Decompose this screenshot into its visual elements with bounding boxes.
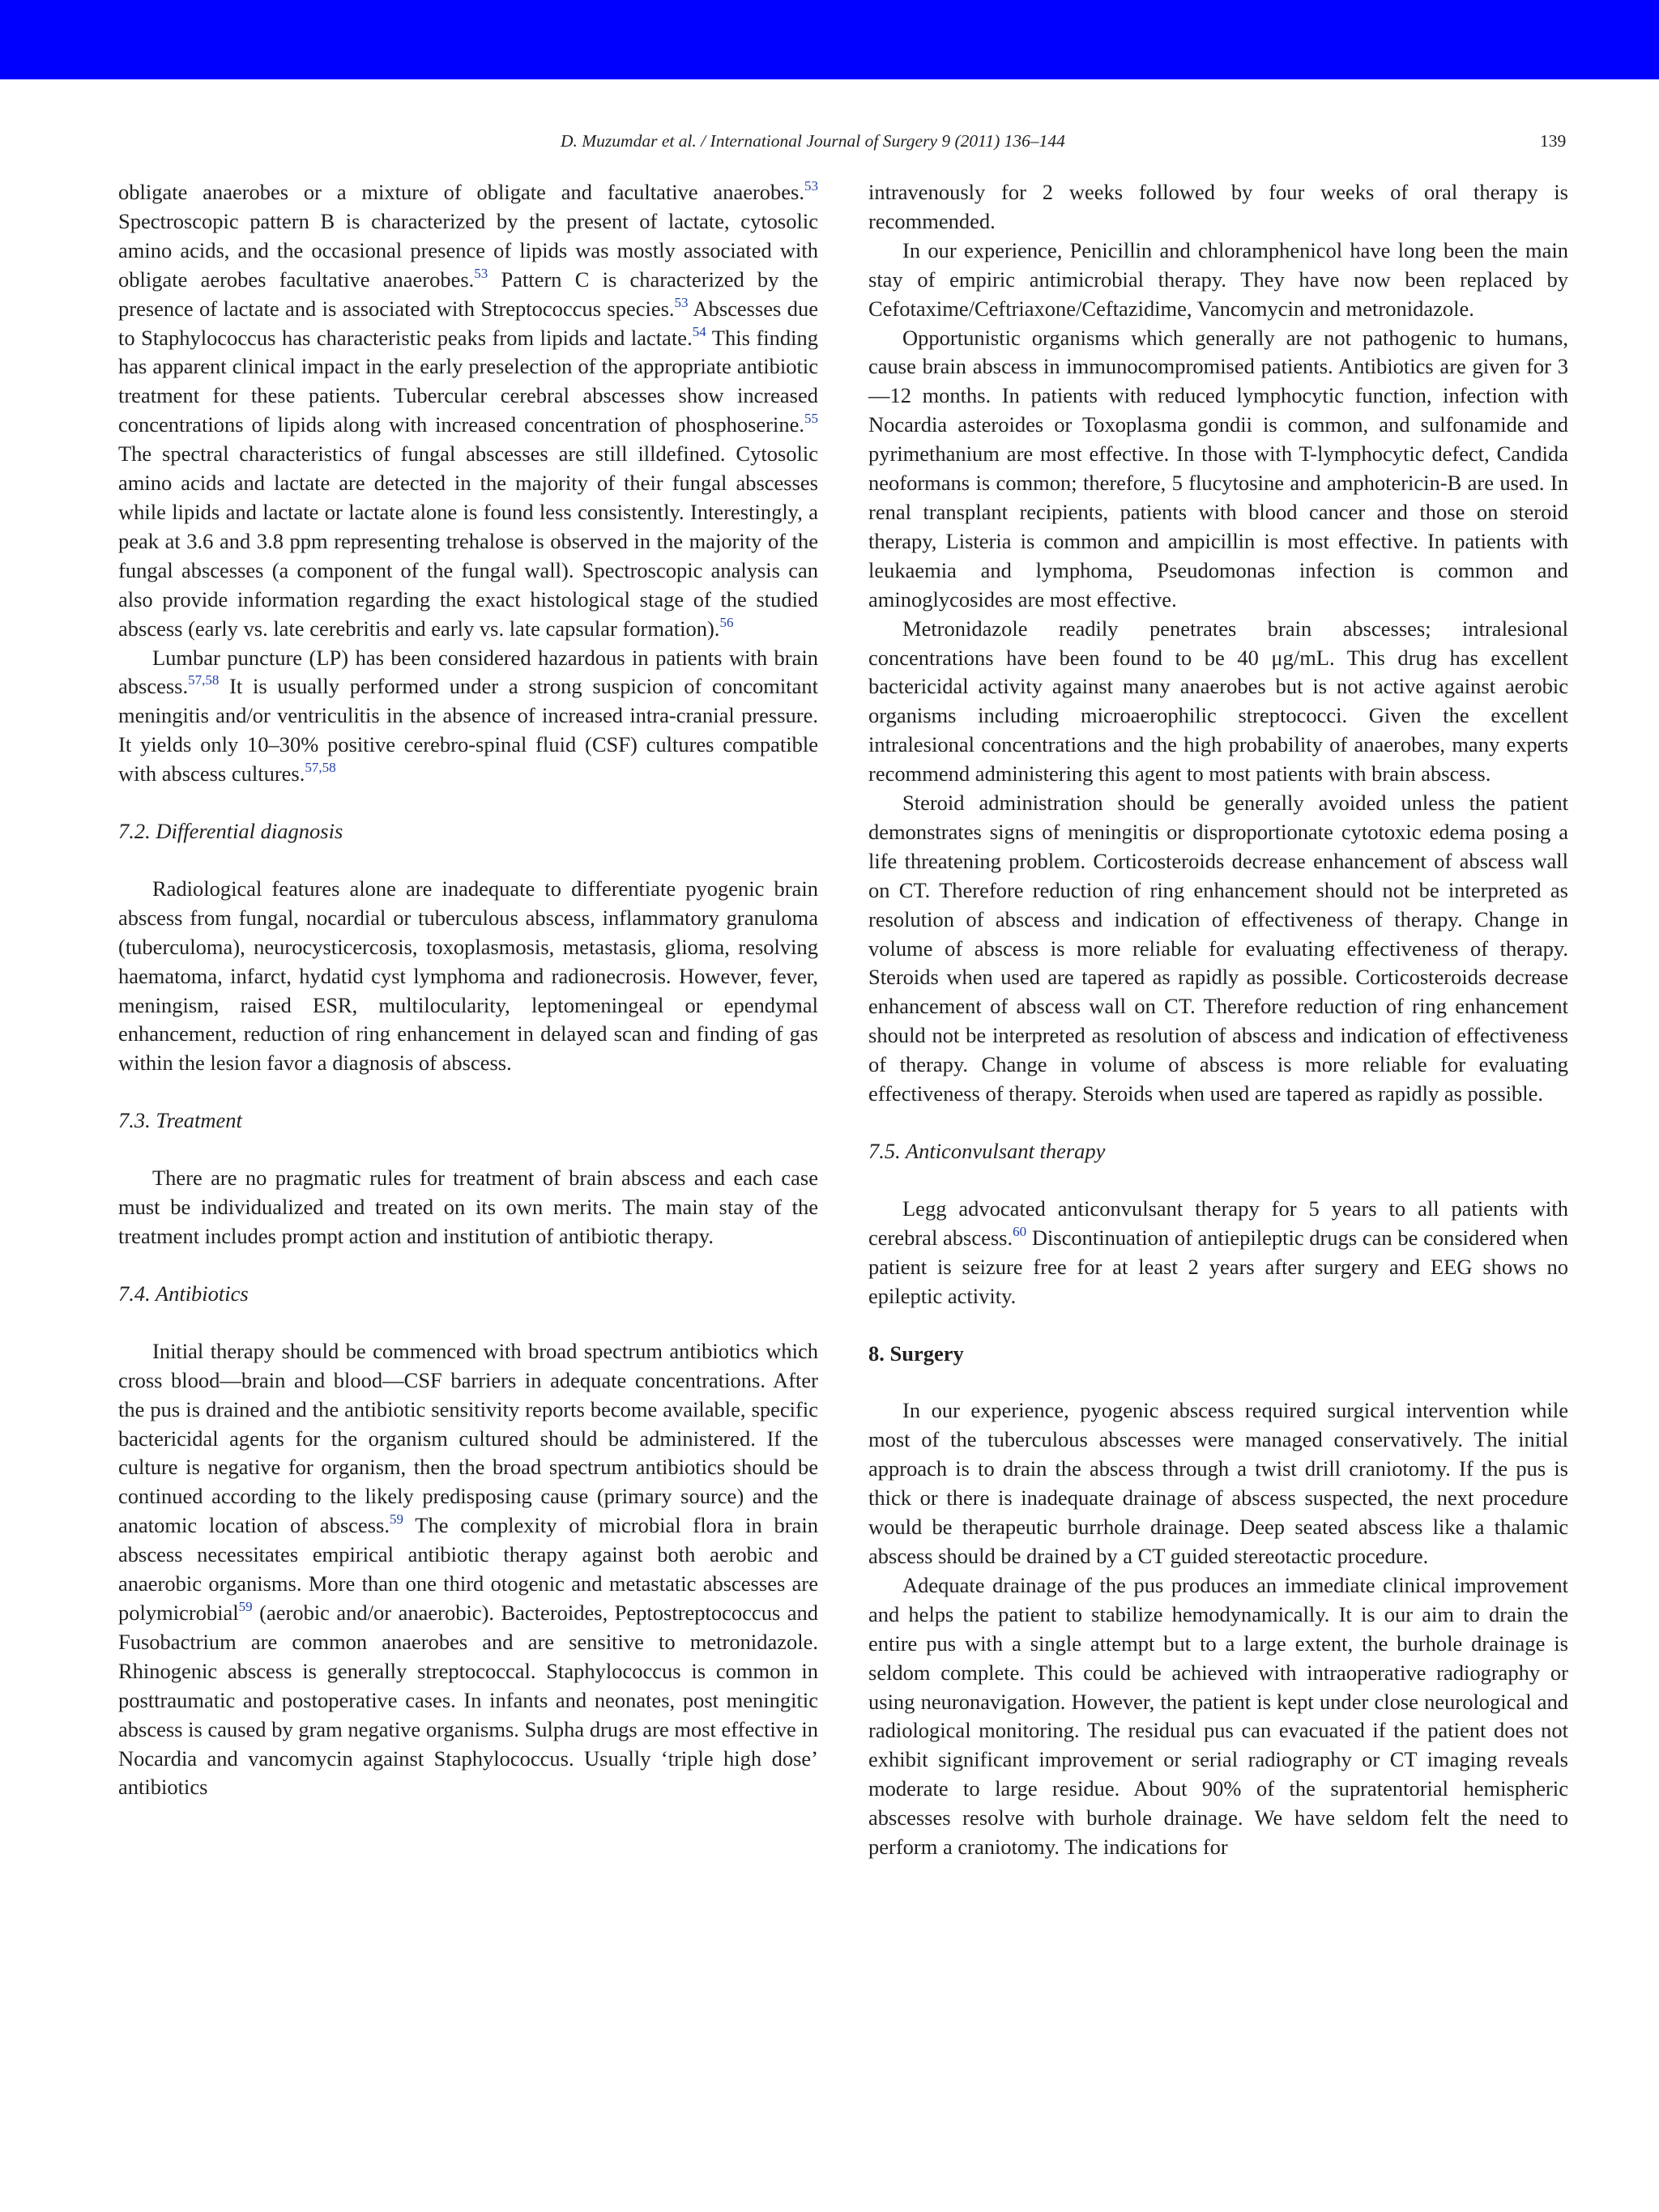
citation-link[interactable]: 53 [674,294,689,310]
paragraph: Radiological features alone are inadequate to differentiate pyogenic brain abscess from fungal, nocardial or tuberculous abscess, inflammatory granuloma (tuberculoma), neurocysticercosis, toxoplasmosis, metastasis, glioma, resolving haematoma, infarct, hydatid cyst lymphoma and radionecrosis. However, fever, meningism, raised ESR, multilocularity, leptomeningeal or ependymal enhancement, reduction of ring enhancement in delayed scan and finding of gas within the lesion favor a diagnosis of abscess. [118,876,818,1076]
citation-link[interactable]: 60 [1013,1223,1027,1239]
citation-link[interactable]: 57,58 [305,760,336,776]
citation-link[interactable]: 59 [389,1511,403,1528]
paragraph: Adequate drainage of the pus produces an immediate clinical improvement and helps the patient to stabilize hemodynamically. It is our aim to drain the entire pus with a single attempt but to a large extent, the burhole drainage is seldom complete. This could be achieved with intraoperative radiography or using neuronavigation. However, the patient is kept under close neurological and radiological monitoring. The residual pus can evacuated if the patient does not exhibit significant improvement or serial radiography or CT imaging reveals moderate to large residue. About 90% of the supratentorial hemispheric abscesses resolve with burhole drainage. We have seldom felt the need to perform a craniotomy. The indications for [868,1572,1568,1860]
citation-link[interactable]: 59 [238,1598,253,1614]
citation-link[interactable]: 56 [719,614,734,630]
paragraph: Initial therapy should be commenced with broad spectrum antibiotics which cross blood—brain and blood—CSF barriers in adequate concentrations. After the pus is drained and the antibiotic sensitivity reports become available, specific bactericidal agents for the organism cultured should be administered. If the culture is negative for organism, then the broad spectrum antibiotics should be continued according to the likely predisposing cause (primary source) and the anatomic location of abscess.$^{59}$ The complexity of microbial flora in brain abscess necessitates empirical antibiotic therapy against both aerobic and anaerobic organisms. More than one third otogenic and metastatic abscesses are polymicrobial$^{59}$ (aerobic and/or anaerobic). Bacteroides, Peptostreptococcus and Fusobactrium are common anaerobes and are sensitive to metronidazole. Rhinogenic abscess is generally streptococcal. Staphylococcus is common in posttraumatic and postoperative cases. In infants and neonates, post meningitic abscess is caused by gram negative organisms. Sulpha drugs are most effective in Nocardia and vancomycin against Staphylococcus. Usually ‘triple high dose’ antibiotics [118,1338,818,1800]
paragraph: Lumbar puncture (LP) has been considered hazardous in patients with brain abscess.$^{57,58}$ It is usually performed under a strong suspicion of concomitant meningitis and/or ventriculitis in the absence of increased intra-cranial pressure. It yields only 10–30% positive cerebro-spinal fluid (CSF) cultures compatible with abscess cultures.$^{57,58}$ [118,645,818,786]
paragraph: In our experience, Penicillin and chloramphenicol have long been the main stay of empiric antimicrobial therapy. They have now been replaced by Cefotaxime/Ceftriaxone/Ceftazidime, Vancomycin and metronidazole. [868,237,1568,321]
section-heading: 8. Surgery [868,1340,964,1366]
paragraph: Legg advocated anticonvulsant therapy for 5 years to all patients with cerebral abscess.$^{60}$ Discontinuation of antiepileptic drugs can be considered when patient is seizure free for at least 2 years after surgery and EEG shows no epileptic activity. [868,1196,1568,1308]
citation-link[interactable]: 53 [474,265,488,281]
paragraph: There are no pragmatic rules for treatment of brain abscess and each case must be individualized and treated on its own merits. The main stay of the treatment includes prompt action and institution of antibiotic therapy. [118,1166,818,1248]
section-heading: 7.3. Treatment [118,1108,242,1133]
top-color-bar [0,0,1659,79]
section-heading: 7.5. Anticonvulsant therapy [868,1139,1106,1163]
citation-link[interactable]: 53 [804,178,818,194]
citation-link[interactable]: 57,58 [188,672,220,688]
paragraph: obligate anaerobes or a mixture of obligate and facultative anaerobes.$^{53}$ Spectroscopic pattern B is characterized by the present of lactate, cytosolic amino acids, and the occasional presence of lipids was mostly associated with obligate aerobes facultative anaerobes.$^{53}$ Pattern C is characterized by the presence of lactate and is associated with Streptococcus species.$^{53}$ Abscesses due to Staphylococcus has characteristic peaks from lipids and lactate.$^{54}$ This finding has apparent clinical impact in the early preselection of the appropriate antibiotic treatment for these patients. Tubercular cerebral abscesses show increased concentrations of lipids along with increased concentration of phosphoserine.$^{55}$ The spectral characteristics of fungal abscesses are still illdefined. Cytosolic amino acids and lactate are detected in the majority of their fungal abscesses while lipids and lactate or lactate alone is found less consistently. Interestingly, a peak at 3.6 and 3.8 ppm representing trehalose is observed in the majority of the fungal abscesses (a component of the fungal wall). Spectroscopic analysis can also provide information regarding the exact histological stage of the studied abscess (early vs. late cerebritis and early vs. late capsular formation).$^{56}$ [118,178,818,641]
paragraph: intravenously for 2 weeks followed by four weeks of oral therapy is recommended. [868,180,1568,233]
page-number: 139 [1540,131,1567,151]
section-heading: 7.4. Antibiotics [118,1281,249,1306]
right-column [868,178,1568,1862]
paragraph: Opportunistic organisms which generally are not pathogenic to humans, cause brain abscess in immunocompromised patients. Antibiotics are given for 3—12 months. In patients with reduced lymphocytic function, infection with Nocardia asteroides or Toxoplasma gondii is common, and sulfonamide and pyrimethanium are most effective. In those with T-lymphocytic defect, Candida neoformans is common; therefore, 5 flucytosine and amphotericin-B are used. In renal transplant recipients, patients with blood cancer and those on steroid therapy, Listeria is common and ampicillin is most effective. In patients with leukaemia and lymphoma, Pseudomonas infection is common and aminoglycosides are most effective. [868,325,1568,612]
paragraph: Steroid administration should be generally avoided unless the patient demonstrates signs of meningitis or disproportionate cytotoxic edema posing a life threatening problem. Corticosteroids decrease enhancement of abscess wall on CT. Therefore reduction of ring enhancement should not be interpreted as resolution of abscess and indication of effectiveness of therapy. Change in volume of abscess is more reliable for evaluating effectiveness of therapy. Steroids when used are tapered as rapidly as possible. Corticosteroids decrease enhancement of abscess wall on CT. Therefore reduction of ring enhancement should not be interpreted as resolution of abscess and indication of effectiveness of therapy. Change in volume of abscess is more reliable for evaluating effectiveness of therapy. Steroids when used are tapered as rapidly as possible. [868,791,1568,1106]
paragraph: Metronidazole readily penetrates brain abscesses; intralesional concentrations have been found to be 40 μg/mL. This drug has excellent bactericidal activity against many anaerobes but is not active against aerobic organisms including microaerophilic streptococci. Given the excellent intralesional concentrations and the high probability of anaerobes, many experts recommend administering this agent to most patients with brain abscess. [868,616,1568,786]
left-column [118,178,818,1802]
citation-link[interactable]: 55 [804,411,818,427]
paragraph: In our experience, pyogenic abscess required surgical intervention while most of the tuberculous abscesses were managed conservatively. The initial approach is to drain the abscess through a twist drill craniotomy. If the pus is thick or there is inadequate drainage of abscess suspected, the next procedure would be therapeutic burrhole drainage. Deep seated abscess like a thalamic abscess should be drained by a CT guided stereotactic procedure. [868,1398,1568,1568]
section-heading: 7.2. Differential diagnosis [118,819,343,844]
citation-link[interactable]: 54 [692,323,706,339]
running-head: D. Muzumdar et al. / International Journal of Surgery 9 (2011) 136–144 [561,131,1065,151]
